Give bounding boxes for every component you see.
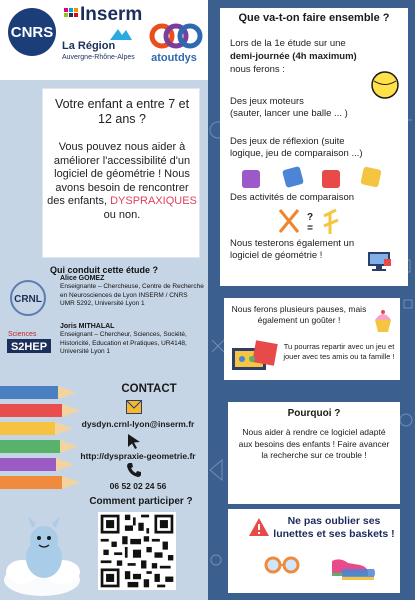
svg-text:S2HEP: S2HEP [10,341,48,353]
activities-card [220,8,408,286]
researcher-2-desc: Enseignant – Chercheur, Sciences, Société, Historicité, Education et Pratiques, UR4148, Université Lyon 1 [60,331,187,356]
inserm-logo-mark [64,8,78,22]
comparison-activities: Des activités de comparaison [230,192,355,203]
svg-text:?: ? [306,212,314,223]
contact-title: CONTACT [121,383,177,395]
board-game-icon [230,338,280,376]
phone-icon [126,462,142,478]
atoutdys-logo: atoutdys [151,52,197,64]
comparison-icon [276,206,346,236]
computer-icon [366,250,394,274]
how-to-participate: Comment participer ? [89,496,193,507]
why-card [228,402,400,504]
mascot-illustration [2,510,86,598]
svg-text:CRNL: CRNL [14,294,42,305]
motor-games-detail: (sauter, lancer une balle ... ) [230,108,348,119]
qr-code[interactable] [98,512,176,590]
phone-number[interactable]: 06 52 02 24 56 [109,481,167,491]
sneakers-icon [330,551,378,581]
reminder-text: Ne pas oublier ses lunettes et ses baskets ! [273,515,395,540]
cnrs-logo: CNRS [8,8,56,56]
s2hep-logo [6,326,52,356]
activities-intro-1: Lors de la 1e étude sur une [230,38,346,49]
intro-card [42,88,200,258]
activities-duration: demi-journée (4h maximum) [230,51,357,62]
ball-icon [370,70,400,100]
intro-body [47,141,197,222]
website-link[interactable]: http://dyspraxie-geometrie.fr [80,451,196,461]
breaks-card [224,298,400,380]
intro-body-end: ou non. [103,208,141,221]
researcher-1 [60,275,204,309]
intro-body-text: Vous pouvez nous aider à améliorer l'accessibilité d'un logiciel de géométrie ! Nous avons besoin de rencontrer des enfants, [47,141,191,207]
mail-icon [126,400,142,414]
logo-banner [0,0,208,80]
inserm-logo: Inserm [80,4,143,25]
researcher-1-name: Alice GOMEZ [60,275,105,282]
cursor-icon [126,433,142,449]
region-logo-subtitle: Auvergne-Rhône-Alpes [62,54,135,61]
software-test: Nous testerons également un [230,238,355,249]
researcher-2 [60,323,204,357]
motor-games: Des jeux moteurs [230,96,304,107]
activities-title: Que va-t-on faire ensemble ? [238,12,390,24]
breaks-text: Nous ferons plusieurs pauses, mais également un goûter ! [231,304,367,325]
activities-intro-3: nous ferons : [230,64,285,75]
email-link[interactable]: dysdyn.crnl-lyon@inserm.fr [81,419,195,429]
region-logo: La Région [62,40,116,52]
cupcake-icon [372,308,394,334]
puzzle-pieces-icon [238,164,398,194]
intro-heading: Votre enfant a entre 7 et 12 ans ? [54,97,190,126]
researcher-1-desc: Enseignante – Chercheuse, Centre de Recherche en Neurosciences de Lyon INSERM / CNRS UMR 5292, Université Lyon 1 [60,283,204,308]
why-title: Pourquoi ? [287,408,341,419]
glasses-icon [264,553,300,577]
who-title: Qui conduit cette étude ? [50,265,159,275]
dyspraxiques-highlight: DYSPRAXIQUES [110,195,197,207]
crnl-logo [8,278,48,318]
logic-games-detail: logique, jeu de comparaison ...) [230,148,363,159]
logic-games: Des jeux de réflexion (suite [230,136,345,147]
take-home-game: Tu pourras repartir avec un jeu et jouer avec tes amis ou ta famille ! [283,342,395,361]
software-test-2: logiciel de géométrie ! [230,250,323,261]
reminder-card [228,509,400,593]
why-text: Nous aider à rendre ce logiciel adapté aux besoins des enfants ! Faire avancer la recherche sur ce trouble ! [238,427,390,460]
svg-text:=: = [307,223,313,234]
researcher-2-name: Joris MITHALAL [60,323,115,330]
warning-icon [248,517,270,537]
svg-text:Sciences: Sciences [8,331,37,338]
